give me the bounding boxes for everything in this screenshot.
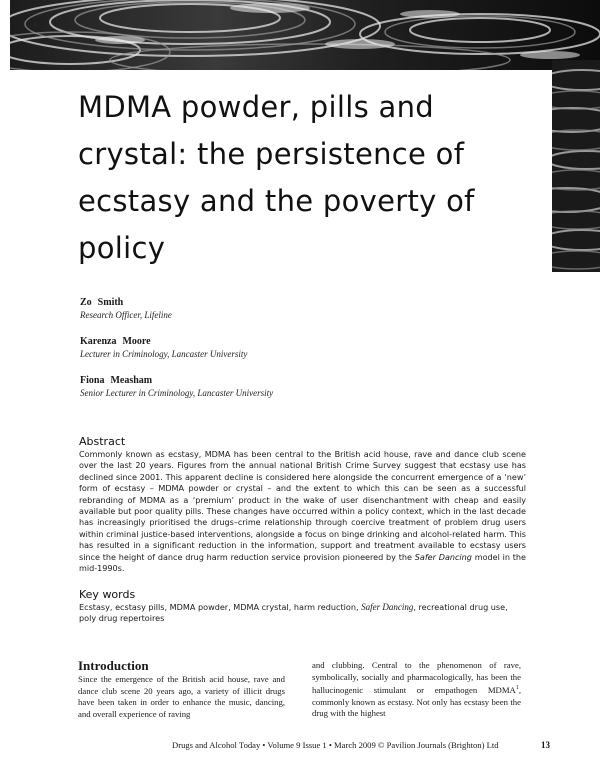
intro-right-column (312, 660, 521, 720)
journal-citation: Drugs and Alcohol Today • Volume 9 Issue 1 • March 2009 © Pavilion Journals (Brighton) Ltd (172, 740, 499, 750)
introduction-heading: Introduction (78, 658, 149, 673)
article-title: MDMA powder, pills and crystal: the persistence of ecstasy and the poverty of policy (78, 90, 475, 265)
header-water-image (10, 0, 600, 70)
keywords-text-main: Ecstasy, ecstasy pills, MDMA powder, MDMA crystal, harm reduction, (79, 602, 362, 612)
keywords-text (79, 602, 526, 625)
intro-right-text: and clubbing. Central to the phenomenon of rave, symbolically, socially and pharmacologically, has been the hallucinogenic stimulant or empathogen MDMA (312, 660, 521, 696)
author-last-name: Smith (97, 297, 124, 308)
footnote-marker: 1 (515, 685, 519, 692)
author-entry (80, 335, 520, 361)
author-affiliation: Research Officer, Lifeline (80, 310, 172, 320)
intro-right-text-end: , commonly known as ecstasy. Not only has ecstasy been the drug with the highest (312, 685, 521, 719)
author-first-name: Karenza (80, 336, 117, 347)
sidebar-water-image (552, 60, 600, 272)
author-first-name: Fiona (80, 375, 105, 386)
abstract-text-main: Commonly known as ecstasy, MDMA has been central to the British acid house, rave and dance club scene over the last 20 years. Figures from the annual national British Crime Survey suggest that ecstasy use has declined since 2001. This apparent decline is considered here alongside the concurrent emergence of a ‘new’ form of ecstasy – MDMA powder or crystal – and the extent to which this can be seen as a successful rebranding of MDMA as a ‘premium’ product in the wake of user disenchantment with cheap and easily available but poor quality pills. These changes have occurred within a policy context, which in the last decade has increasingly prioritised the drugs–crime relationship through coercive treatment of problem drug users within criminal justice-based interventions, alongside a focus on binge drinking and alcohol-related harm. This has resulted in a significant reduction in the information, support and treatment available to ecstasy users since the height of dance drug harm reduction service provision pioneered by the (79, 449, 526, 562)
author-name (80, 335, 520, 348)
abstract-heading: Abstract (79, 435, 126, 448)
abstract-section (79, 435, 526, 574)
author-entry (80, 296, 520, 322)
author-affiliation: Senior Lecturer in Criminology, Lancaster University (80, 388, 274, 398)
author-affiliation: Lecturer in Criminology, Lancaster University (80, 349, 248, 359)
intro-left-text: Since the emergence of the British acid house, rave and dance club scene 20 years ago, a variety of illicit drugs have been taken in order to enhance the music, dancing, and overall experience of raving (78, 674, 285, 719)
abstract-italic-term: Safer Dancing (414, 551, 472, 562)
intro-left-column (78, 658, 285, 720)
author-name (80, 296, 520, 309)
author-last-name: Moore (122, 336, 151, 347)
keywords-italic-term: Safer Dancing (361, 602, 414, 612)
page-number: 13 (541, 740, 550, 750)
author-first-name: Zo (80, 297, 92, 308)
author-last-name: Measham (110, 375, 153, 386)
author-list (80, 296, 520, 413)
abstract-text-end: model in the mid-1990s. (79, 551, 526, 574)
author-name (80, 374, 520, 387)
keywords-text-end: , recreational drug use, poly drug repertoires (79, 602, 508, 624)
keywords-heading: Key words (79, 588, 136, 601)
author-entry (80, 374, 520, 400)
keywords-section (79, 588, 526, 625)
abstract-text (79, 449, 526, 574)
